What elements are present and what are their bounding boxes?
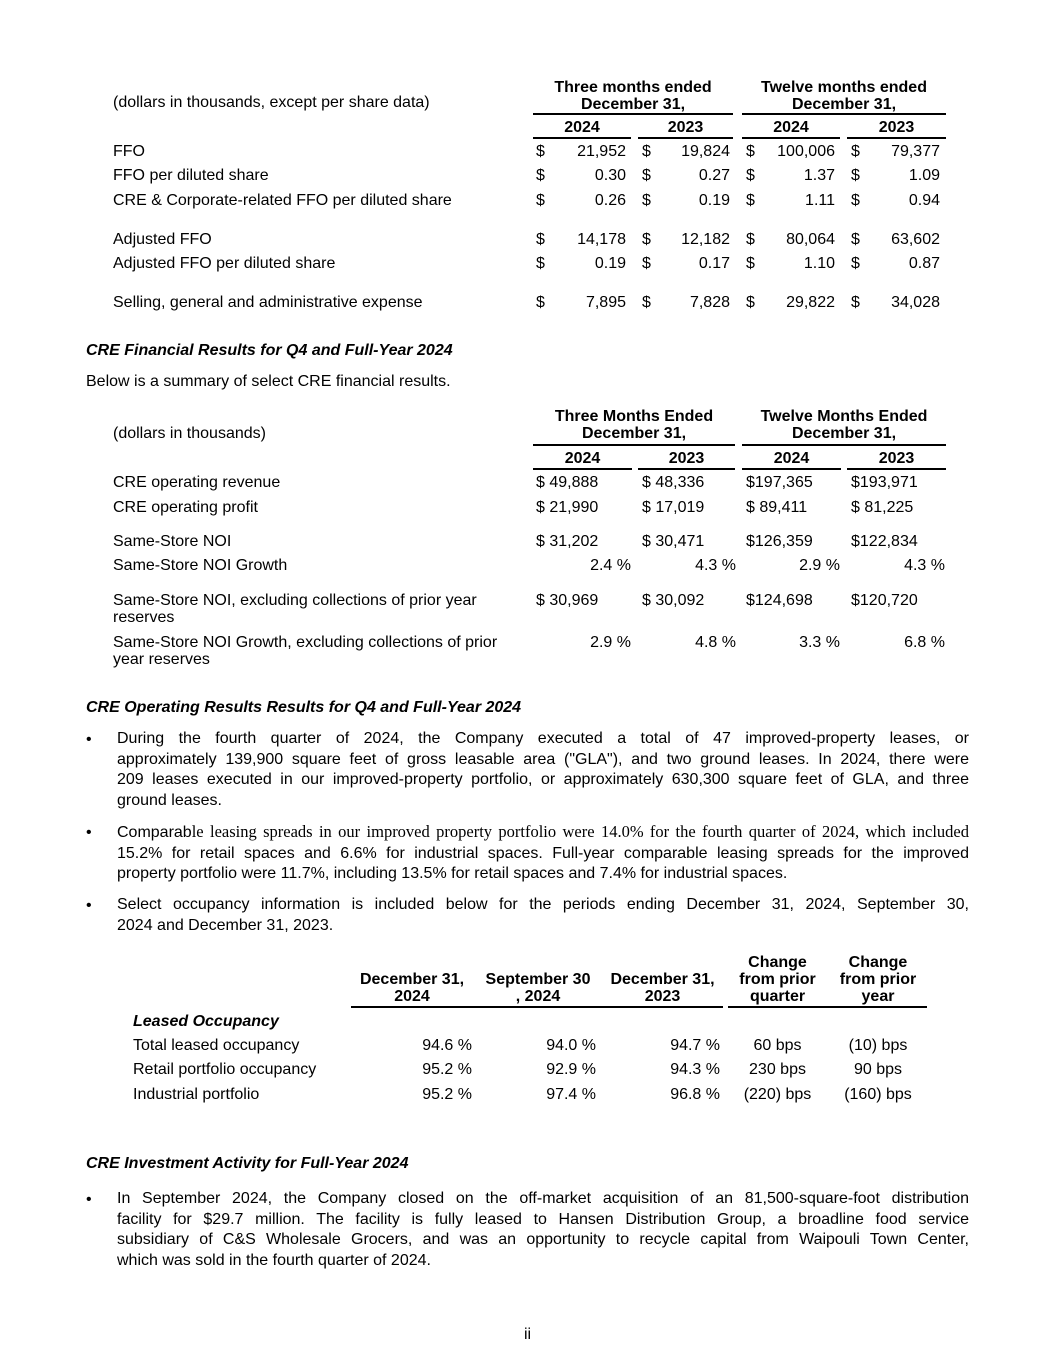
cell-value: $ 31,202 bbox=[536, 533, 599, 550]
bullet-text bbox=[117, 729, 969, 811]
cell-value: 14,178 bbox=[577, 231, 626, 248]
currency-symbol: $ bbox=[851, 294, 860, 311]
bullet-line: 15.2% for retail spaces and 6.6% for industrial spaces. Full-year comparable leasing spreads for the improved bbox=[117, 844, 969, 862]
currency-symbol: $ bbox=[746, 294, 755, 311]
bullet-icon: • bbox=[86, 824, 92, 841]
bullet-icon: • bbox=[86, 897, 92, 914]
cre-year-rule bbox=[533, 468, 632, 470]
currency-symbol: $ bbox=[536, 294, 545, 311]
cell-value: 1.11 bbox=[805, 192, 835, 209]
cre-group-rule bbox=[533, 444, 735, 446]
cell-value: 96.8 % bbox=[670, 1086, 720, 1103]
cell-value: 7,895 bbox=[585, 294, 626, 311]
cell-value: 4.3 % bbox=[904, 557, 945, 574]
cell-value: $193,971 bbox=[851, 474, 918, 491]
row-label: CRE & Corporate-related FFO per diluted share bbox=[113, 192, 452, 209]
ffo-group-rule bbox=[742, 113, 946, 115]
occupancy-section-label: Leased Occupancy bbox=[133, 1013, 279, 1030]
cell-value: (160) bps bbox=[844, 1086, 912, 1103]
row-label: Retail portfolio occupancy bbox=[133, 1061, 317, 1078]
bullet-line: approximately 139,900 square feet of gross leasable area ("GLA"), and two ground leases. In 2024, there were bbox=[117, 750, 969, 768]
bullet-line: property portfolio were 11.7%, including 13.5% for retail spaces and 7.4% for industrial spaces. bbox=[117, 865, 788, 882]
cell-value: 0.26 bbox=[594, 192, 626, 209]
cell-value: 94.7 % bbox=[670, 1037, 720, 1054]
column-header: Change bbox=[848, 954, 908, 971]
cell-value: $ 48,336 bbox=[642, 474, 705, 491]
cre-year-rule bbox=[638, 468, 735, 470]
cell-value: 1.10 bbox=[803, 255, 835, 272]
cell-value: 0.17 bbox=[698, 255, 730, 272]
bullet-line: In September 2024, the Company closed on the off-market acquisition of an 81,500-square-foot distribution bbox=[117, 1190, 969, 1207]
row-label: Same-Store NOI bbox=[113, 533, 232, 550]
cre-units-label: (dollars in thousands) bbox=[113, 425, 266, 442]
currency-symbol: $ bbox=[746, 143, 755, 160]
column-header: September 30 bbox=[485, 971, 591, 988]
cell-value: 60 bps bbox=[753, 1037, 802, 1054]
currency-symbol: $ bbox=[851, 255, 860, 272]
cell-value: $ 21,990 bbox=[536, 499, 599, 516]
cell-value: $ 30,471 bbox=[642, 533, 705, 550]
bullet-icon: • bbox=[86, 731, 92, 748]
row-label: Adjusted FFO bbox=[113, 231, 212, 248]
cre-year-header: 2023 bbox=[668, 450, 705, 467]
cell-value: $124,698 bbox=[746, 592, 813, 609]
column-header: from prior bbox=[839, 971, 917, 988]
occupancy-header-rule bbox=[351, 1006, 723, 1008]
ffo-units-label: (dollars in thousands, except per share data) bbox=[113, 94, 430, 111]
ffo-year-rule bbox=[638, 137, 733, 139]
ffo-group-header-three-months: Three months ended bbox=[554, 79, 712, 96]
row-label-line1: Same-Store NOI, excluding collections of prior year bbox=[113, 592, 477, 609]
cell-value: 1.09 bbox=[908, 167, 940, 184]
cell-value: 6.8 % bbox=[904, 634, 945, 651]
row-label: FFO per diluted share bbox=[113, 167, 269, 184]
cre-financial-intro: Below is a summary of select CRE financial results. bbox=[86, 373, 451, 390]
currency-symbol: $ bbox=[536, 192, 545, 209]
cell-value: 0.94 bbox=[908, 192, 940, 209]
cell-value: $ 17,019 bbox=[642, 499, 705, 516]
column-header: 2023 bbox=[644, 988, 681, 1005]
currency-symbol: $ bbox=[642, 231, 651, 248]
currency-symbol: $ bbox=[746, 167, 755, 184]
bullet-text bbox=[117, 895, 969, 936]
row-label: CRE operating revenue bbox=[113, 474, 281, 491]
row-label: Selling, general and administrative expense bbox=[113, 294, 423, 311]
ffo-year-header: 2024 bbox=[773, 119, 809, 136]
currency-symbol: $ bbox=[642, 255, 651, 272]
cell-value: $120,720 bbox=[851, 592, 918, 609]
cell-value: 0.30 bbox=[594, 167, 626, 184]
row-label: CRE operating profit bbox=[113, 499, 258, 516]
cell-value: 92.9 % bbox=[546, 1061, 596, 1078]
cell-value: 19,824 bbox=[681, 143, 730, 160]
currency-symbol: $ bbox=[642, 167, 651, 184]
cell-value: 94.0 % bbox=[546, 1037, 596, 1054]
cell-value: 0.19 bbox=[594, 255, 626, 272]
column-header: 2024 bbox=[394, 988, 430, 1005]
ffo-group-rule bbox=[533, 113, 733, 115]
bullet-line: ground leases. bbox=[117, 791, 222, 809]
cre-year-rule bbox=[742, 468, 841, 470]
row-label: Adjusted FFO per diluted share bbox=[113, 255, 336, 272]
cre-group-rule bbox=[742, 444, 946, 446]
currency-symbol: $ bbox=[851, 192, 860, 209]
ffo-year-rule bbox=[742, 137, 840, 139]
currency-symbol: $ bbox=[851, 143, 860, 160]
cell-value: 80,064 bbox=[786, 231, 835, 248]
bullet-line: 209 leases executed in our improved-property portfolio, or approximately 630,300 square feet of GLA, and three bbox=[117, 771, 969, 788]
column-header: December 31, bbox=[610, 971, 715, 988]
cell-value: 34,028 bbox=[891, 294, 940, 311]
bullet-icon: • bbox=[86, 1191, 92, 1208]
cre-group-header-three-months-date: December 31, bbox=[581, 425, 687, 442]
cell-value: 94.3 % bbox=[670, 1061, 720, 1078]
cell-value: $ 49,888 bbox=[536, 474, 599, 491]
currency-symbol: $ bbox=[642, 294, 651, 311]
row-label: Industrial portfolio bbox=[133, 1086, 260, 1103]
ffo-group-header-twelve-months-date: December 31, bbox=[791, 96, 897, 113]
cre-group-header-three-months: Three Months Ended bbox=[554, 408, 714, 425]
cell-value: 0.27 bbox=[698, 167, 730, 184]
ffo-year-header: 2024 bbox=[564, 119, 600, 136]
cell-value: 2.9 % bbox=[590, 634, 631, 651]
currency-symbol: $ bbox=[746, 192, 755, 209]
ffo-group-header-three-months-date: December 31, bbox=[580, 96, 686, 113]
cell-value: 97.4 % bbox=[546, 1086, 596, 1103]
bullet-line: 2024 and December 31, 2023. bbox=[117, 916, 334, 934]
bullet-text bbox=[117, 1189, 969, 1271]
bullet-line: During the fourth quarter of 2024, the Company executed a total of 47 improved-property leases, or bbox=[117, 730, 969, 747]
row-label: FFO bbox=[113, 143, 145, 160]
row-label-line2: year reserves bbox=[113, 651, 210, 668]
column-header: year bbox=[861, 988, 895, 1005]
ffo-year-rule bbox=[847, 137, 946, 139]
bullet-line-start: Comparab bbox=[117, 824, 192, 841]
cell-value: 2.9 % bbox=[799, 557, 840, 574]
cell-value: 7,828 bbox=[689, 294, 730, 311]
cre-year-header: 2024 bbox=[773, 450, 810, 467]
cell-value: $ 30,969 bbox=[536, 592, 599, 609]
cell-value: 94.6 % bbox=[422, 1037, 472, 1054]
cell-value: 3.3 % bbox=[799, 634, 840, 651]
bullet-line: Select occupancy information is included below for the periods ending December 31, 2024, September 30, bbox=[117, 896, 969, 913]
cell-value: 4.3 % bbox=[695, 557, 736, 574]
cre-year-header: 2024 bbox=[564, 450, 601, 467]
row-label-line1: Same-Store NOI Growth, excluding collections of prior bbox=[113, 634, 498, 651]
occupancy-header-rule bbox=[728, 1006, 927, 1008]
column-header: , 2024 bbox=[515, 988, 561, 1005]
page-number: ii bbox=[523, 1326, 532, 1343]
row-label-line2: reserves bbox=[113, 609, 175, 626]
cell-value: 0.19 bbox=[698, 192, 730, 209]
currency-symbol: $ bbox=[851, 231, 860, 248]
cell-value: $ 81,225 bbox=[851, 499, 914, 516]
cre-group-header-twelve-months-date: December 31, bbox=[791, 425, 897, 442]
cell-value: 95.2 % bbox=[422, 1061, 472, 1078]
column-header: Change bbox=[748, 954, 807, 971]
cell-value: 21,952 bbox=[577, 143, 626, 160]
currency-symbol: $ bbox=[851, 167, 860, 184]
cell-value: 12,182 bbox=[681, 231, 730, 248]
cre-operating-heading: CRE Operating Results Results for Q4 and Full-Year 2024 bbox=[86, 699, 522, 716]
currency-symbol: $ bbox=[642, 192, 651, 209]
bullet-line bbox=[117, 822, 969, 844]
cell-value: 2.4 % bbox=[590, 557, 631, 574]
cell-value: 63,602 bbox=[891, 231, 940, 248]
cell-value: 79,377 bbox=[891, 143, 940, 160]
cell-value: 1.37 bbox=[803, 167, 835, 184]
cell-value: $126,359 bbox=[746, 533, 813, 550]
cre-investment-heading: CRE Investment Activity for Full-Year 2024 bbox=[86, 1155, 409, 1172]
cell-value: $ 30,092 bbox=[642, 592, 705, 609]
cell-value: $ 89,411 bbox=[746, 499, 808, 516]
cell-value: (220) bps bbox=[743, 1086, 812, 1103]
column-header: from prior bbox=[739, 971, 816, 988]
column-header: quarter bbox=[749, 988, 806, 1005]
currency-symbol: $ bbox=[642, 143, 651, 160]
row-label: Total leased occupancy bbox=[133, 1037, 300, 1054]
ffo-group-header-twelve-months: Twelve months ended bbox=[761, 79, 927, 96]
column-header: December 31, bbox=[359, 971, 465, 988]
cre-year-rule bbox=[847, 468, 946, 470]
currency-symbol: $ bbox=[536, 255, 545, 272]
cell-value: 90 bps bbox=[853, 1061, 903, 1078]
ffo-year-header: 2023 bbox=[878, 119, 915, 136]
cell-value: 95.2 % bbox=[422, 1086, 472, 1103]
currency-symbol: $ bbox=[536, 143, 545, 160]
cell-value: 230 bps bbox=[749, 1061, 806, 1078]
bullet-line-serif: le leasing spreads in our improved property portfolio were 14.0% for the fourth quarter of 2024, which included bbox=[191, 822, 969, 841]
cell-value: $197,365 bbox=[746, 474, 813, 491]
cre-financial-heading: CRE Financial Results for Q4 and Full-Year 2024 bbox=[86, 342, 453, 359]
currency-symbol: $ bbox=[536, 167, 545, 184]
bullet-line: which was sold in the fourth quarter of 2024. bbox=[117, 1251, 431, 1269]
currency-symbol: $ bbox=[746, 231, 755, 248]
cell-value: 100,006 bbox=[777, 143, 835, 160]
bullet-line: facility for $29.7 million. The facility is fully leased to Hansen Distribution Group, a broadline food service bbox=[117, 1210, 969, 1228]
bullet-text bbox=[117, 822, 969, 885]
row-label: Same-Store NOI Growth bbox=[113, 557, 288, 574]
cell-value: $122,834 bbox=[851, 533, 918, 550]
bullet-line: subsidiary of C&S Wholesale Grocers, and was an opportunity to recycle capital from Waipouli Town Center, bbox=[117, 1231, 969, 1248]
cre-group-header-twelve-months: Twelve Months Ended bbox=[760, 408, 928, 425]
cell-value: 0.87 bbox=[908, 255, 940, 272]
currency-symbol: $ bbox=[746, 255, 755, 272]
cre-year-header: 2023 bbox=[878, 450, 915, 467]
cell-value: 29,822 bbox=[786, 294, 835, 311]
cell-value: 4.8 % bbox=[695, 634, 736, 651]
currency-symbol: $ bbox=[536, 231, 545, 248]
cell-value: (10) bps bbox=[848, 1037, 908, 1054]
ffo-year-header: 2023 bbox=[667, 119, 704, 136]
ffo-year-rule bbox=[533, 137, 631, 139]
